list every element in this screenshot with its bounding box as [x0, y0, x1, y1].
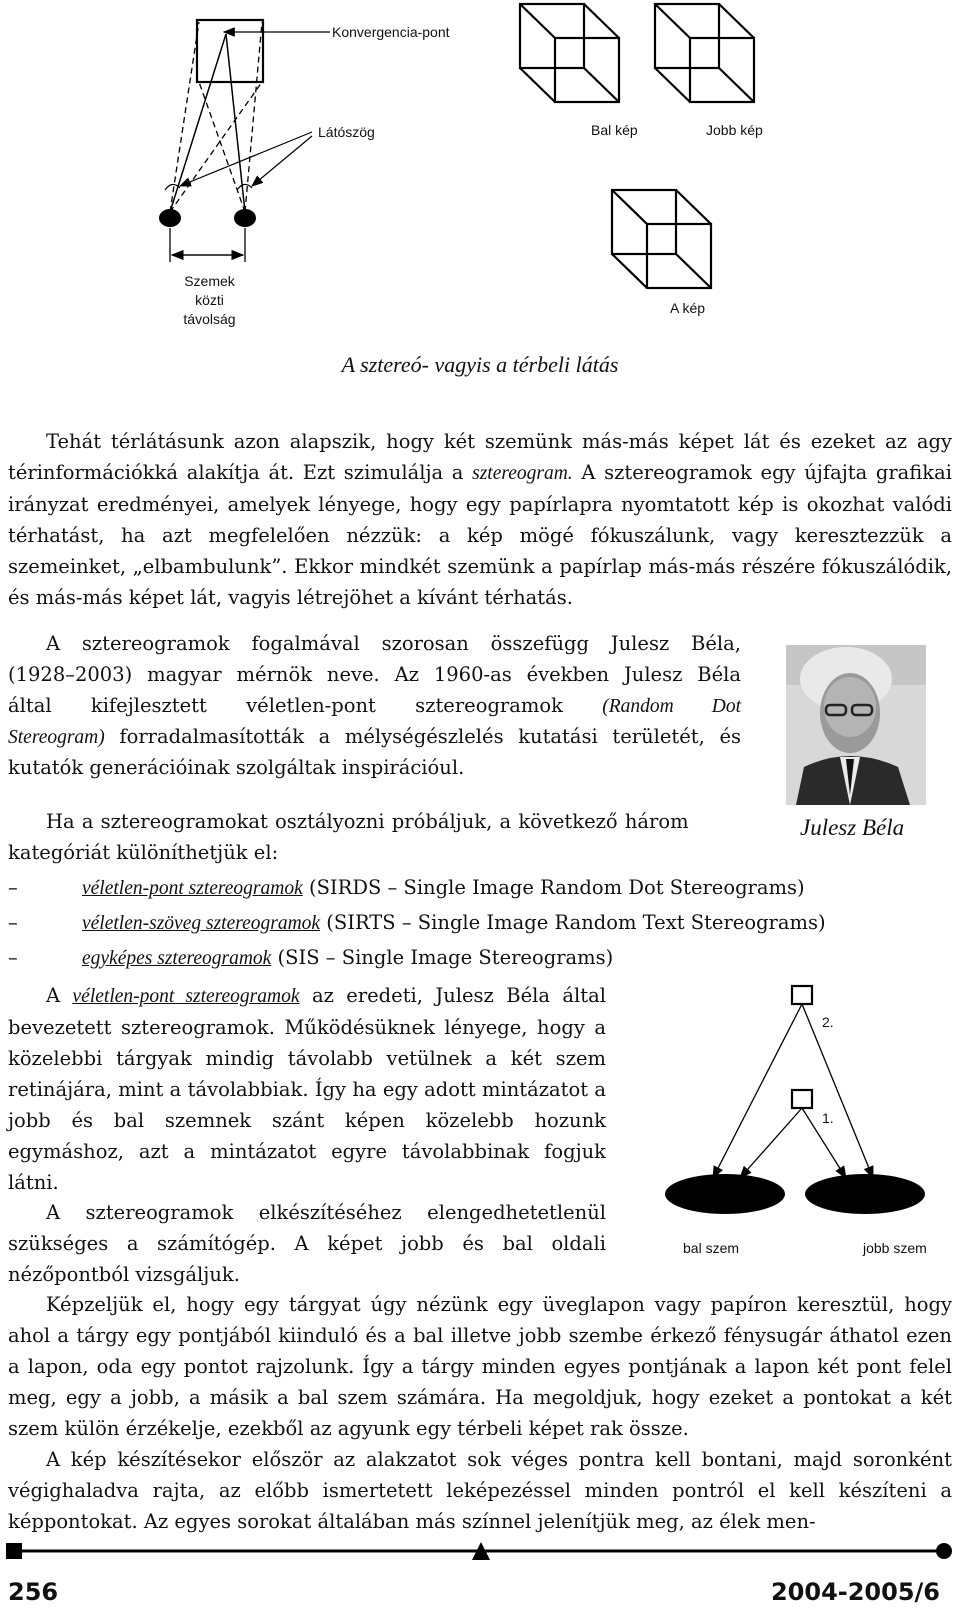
list-term: egyképes sztereogramok	[82, 948, 272, 969]
term-random-dot-stereogram: véletlen-pont sztereogramok	[72, 986, 300, 1007]
figure-caption: A sztereó- vagyis a térbeli látás	[341, 352, 619, 377]
point-1-square	[792, 1090, 812, 1108]
point-2-square	[792, 986, 812, 1004]
label-left-image: Bal kép	[591, 122, 638, 138]
paragraph-intro	[8, 426, 952, 613]
list-term: véletlen-pont sztereogramok	[82, 878, 303, 899]
paragraph-random-dot	[8, 980, 606, 1198]
paragraph-image-making: A kép készítésekor először az alakzatot sok véges pontra kell bontani, majd soronként végighaladva rajta, az előbb ismertetett leképezéssel minden pontról el kell készíteni a képpontokat. Az egyes sorokat általában más színnel jelenítjük meg, az élek men-	[8, 1448, 952, 1533]
list-desc: (SIRTS – Single Image Random Text Stereograms)	[320, 911, 826, 934]
julesz-line-4-text: forradalmasították a mélységészlelés kutatási területét, és	[104, 725, 741, 748]
left-eye-large	[665, 1174, 785, 1214]
stereo-vision-diagram	[0, 0, 960, 350]
paragraph-computer: A sztereogramok elkészítéséhez elengedhetetlenül szükséges a számítógép. A képet jobb és bal oldali nézőpontból vizsgáljuk.	[8, 1201, 606, 1286]
combined-image-cube	[612, 190, 711, 288]
footer-rule	[0, 1536, 960, 1566]
classify-line-2: kategóriát különíthetjük el:	[8, 841, 279, 864]
term-stereogram-en: Stereogram)	[8, 727, 105, 748]
label-right-eye: jobb szem	[863, 1240, 927, 1256]
julesz-line-4	[8, 725, 741, 749]
julesz-line-3-text: által kifejlesztett véletlen-pont sztereogramok	[8, 694, 563, 717]
paragraph-glass-plane: Képzeljük el, hogy egy tárgyat úgy nézünk egy üveglapon vagy papíron keresztül, hogy ahol a tárgy egy pontjából kiinduló és a bal illetve jobb szembe érkező fénysugár áthatol ezen a lapon, oda egy pontot rajzolunk. Így a tárgy minden egyes pontjának a lapon két pont felel meg, egy a jobb, a másik a bal szem számára. Ha megoldjuk, hogy ezeket a pontokat a két szem külön érzékelje, ezekből az agyunk egy térbeli képet rak össze.	[8, 1293, 952, 1440]
label-left-eye: bal szem	[683, 1240, 740, 1256]
list-item: – egyképes sztereogramok (SIS – Single Image Stereograms)	[8, 946, 614, 969]
depth-projection-diagram	[660, 980, 940, 1230]
list-desc: (SIRDS – Single Image Random Dot Stereograms)	[302, 876, 805, 899]
issue-number: 2004-2005/6	[770, 1578, 940, 1606]
classify-line-1: Ha a sztereogramokat osztályozni próbáljuk, a következő három	[46, 810, 689, 833]
term-random-dot: (Random Dot	[602, 696, 741, 717]
right-image-cube	[655, 4, 754, 102]
list-item: – véletlen-szöveg sztereogramok (SIRTS – Single Image Random Text Stereograms)	[8, 911, 826, 934]
page-number: 256	[8, 1578, 59, 1606]
label-eye-distance: Szemek közti távolság	[183, 273, 236, 327]
left-image-cube	[520, 4, 619, 102]
list-desc: (SIS – Single Image Stereograms)	[271, 946, 614, 969]
julesz-portrait-photo	[786, 645, 926, 805]
julesz-line-3	[8, 694, 741, 718]
intro-text-a: Tehát térlátásunk azon alapszik, hogy két szemünk más-más képet lát és ezeket az agy térinformációkká alakítja át. Ezt szimulálja a	[8, 430, 952, 484]
rd-text-c: az eredeti, Julesz Béla által bevezetett sztereogramok. Működésüknek lényege, hogy a közelebbi tárgyak mindig távolabb vetülnek a két szem retinájára, mint a távolabbiak. Így ha egy adott mintázatot a jobb és bal szemnek szánt képen közelebb hozunk egymáshoz, azt a mintázatot egyre távolabbinak fogjuk látni.	[8, 984, 606, 1194]
rd-text-a: A	[46, 984, 73, 1007]
left-eye	[159, 209, 181, 227]
right-eye-large	[805, 1174, 925, 1214]
label-convergence: Konvergencia-pont	[332, 24, 450, 40]
term-stereogram: sztereogram.	[472, 463, 573, 484]
footer-square-marker	[6, 1543, 22, 1559]
label-the-image: A kép	[670, 300, 706, 316]
label-right-image: Jobb kép	[706, 122, 763, 138]
label-point-1: 1.	[822, 1110, 834, 1126]
photo-caption: Julesz Béla	[800, 815, 905, 840]
footer-circle-marker	[936, 1543, 952, 1559]
right-eye	[234, 209, 256, 227]
list-term: véletlen-szöveg sztereogramok	[82, 913, 321, 934]
label-view-angle: Látószög	[318, 124, 375, 140]
julesz-line-2: (1928–2003) magyar mérnök neve. Az 1960-as években Julesz Béla	[8, 663, 741, 686]
list-item: – véletlen-pont sztereogramok (SIRDS – Single Image Random Dot Stereograms)	[8, 876, 805, 899]
julesz-line-1: A sztereogramok fogalmával szorosan összefügg Julesz Béla,	[46, 632, 741, 655]
intro-text-c: A sztereogramok egy újfajta grafikai irányzat eredményei, amelyek lényege, hogy egy papírlapra nyomtatott kép is okozhat valódi térhatást, ha azt megfelelően nézzük: a kép mögé fókuszálunk, vagy keresztezzük a szemeinket, „elbambulunk”. Ekkor mindkét szemünk a papírlap más-más részére fókuszálódik, és más-más képet lát, vagyis létrejöhet a kívánt térhatás.	[8, 461, 952, 609]
julesz-line-5: kutatók generációinak szolgáltak inspirációul.	[8, 756, 465, 779]
label-point-2: 2.	[822, 1014, 834, 1030]
